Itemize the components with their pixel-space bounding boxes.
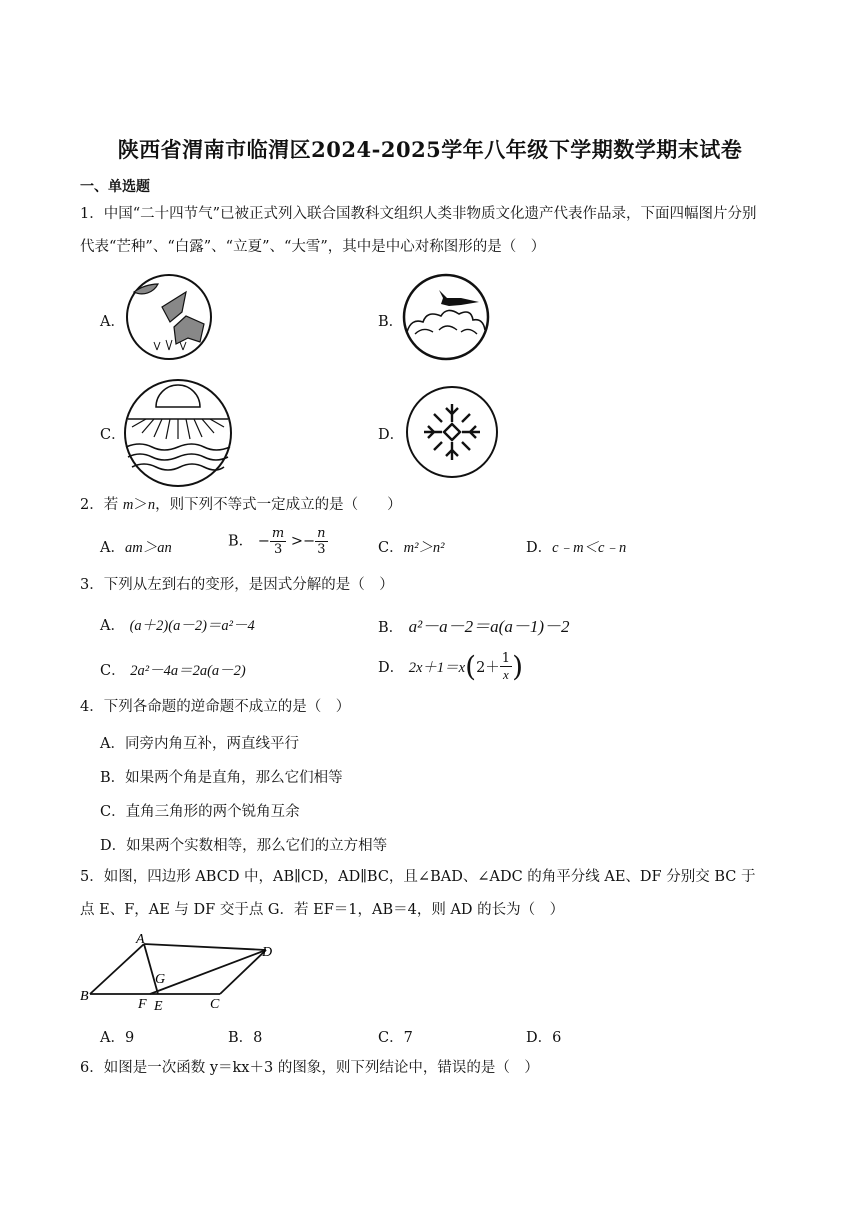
q1-option-a-label: A．	[100, 314, 125, 330]
q5-stem-line1: 5．如图，四边形 ABCD 中，AB∥CD，AD∥BC，且∠BAD、∠ADC 的角平分线 AE、DF 分别交 BC 于	[80, 869, 756, 885]
q3-option-a: A． (a＋2)(a－2)＝a²－4	[100, 618, 255, 634]
q4-option-b: B．如果两个角是直角，那么它们相等	[100, 770, 343, 786]
q1-option-d-label: D．	[378, 427, 405, 443]
parallelogram-figure	[78, 930, 278, 1012]
q5-option-c: C．7	[378, 1030, 413, 1046]
q2-stem: 2．若 m＞n，则下列不等式一定成立的是（ ）	[80, 497, 402, 513]
label-d: D	[262, 945, 273, 960]
mangzhong-icon	[124, 272, 214, 362]
bailu-icon	[401, 272, 491, 362]
q1-option-b-label: B．	[378, 314, 404, 330]
q2-option-d: D．c﹣m＜c﹣n	[526, 540, 627, 556]
q3-option-c: C． 2a²－4a＝2a(a－2)	[100, 663, 246, 679]
daxue-icon	[404, 384, 500, 480]
q2-option-c: C．m²＞n²	[378, 540, 445, 556]
q5-option-a: A．9	[100, 1030, 135, 1046]
q5-stem-line2: 点 E、F，AE 与 DF 交于点 G．若 EF＝1，AB＝4，则 AD 的长为（ ）	[80, 902, 565, 918]
q2-option-a: A．am＞an	[100, 540, 172, 556]
q3-stem: 3．下列从左到右的变形，是因式分解的是（ ）	[80, 577, 394, 593]
page-title: 陕西省渭南市临渭区2024-2025学年八年级下学期数学期末试卷	[117, 137, 743, 162]
lixia-icon	[122, 377, 234, 489]
q5-option-b: B．8	[228, 1030, 263, 1046]
label-g: G	[155, 972, 166, 987]
label-b: B	[80, 989, 89, 1004]
q6-stem: 6．如图是一次函数 y＝kx＋3 的图象，则下列结论中，错误的是（ ）	[80, 1060, 539, 1076]
q1-option-c-label: C．	[100, 427, 126, 443]
q4-stem: 4．下列各命题的逆命题不成立的是（ ）	[80, 699, 351, 715]
label-a: A	[136, 932, 145, 947]
q5-option-d: D．6	[526, 1030, 562, 1046]
q4-option-a: A．同旁内角互补，两直线平行	[100, 736, 299, 752]
section-heading: 一、单选题	[80, 179, 150, 195]
q3-option-b: B． a²－a－2＝a(a－1)－2	[378, 617, 570, 636]
q1-stem-line2: 代表“芒种”、“白露”、“立夏”、“大雪”，其中是中心对称图形的是（ ）	[80, 239, 546, 255]
label-c: C	[210, 997, 220, 1012]
q3-option-d: D． 2x＋1＝x(2＋ $\frac{1}{x}$ )	[378, 650, 524, 683]
label-f: F	[138, 997, 147, 1012]
q4-option-d: D．如果两个实数相等，那么它们的立方相等	[100, 838, 388, 854]
q4-option-c: C．直角三角形的两个锐角互余	[100, 804, 300, 820]
label-e: E	[154, 999, 163, 1012]
q1-stem-line1: 1．中国“二十四节气”已被正式列入联合国教科文组织人类非物质文化遗产代表作品录，下面四幅图片分别	[80, 206, 757, 222]
q2-option-b: B． − $\frac{m}{3}$ >− $\frac{n}{3}$	[228, 526, 326, 557]
